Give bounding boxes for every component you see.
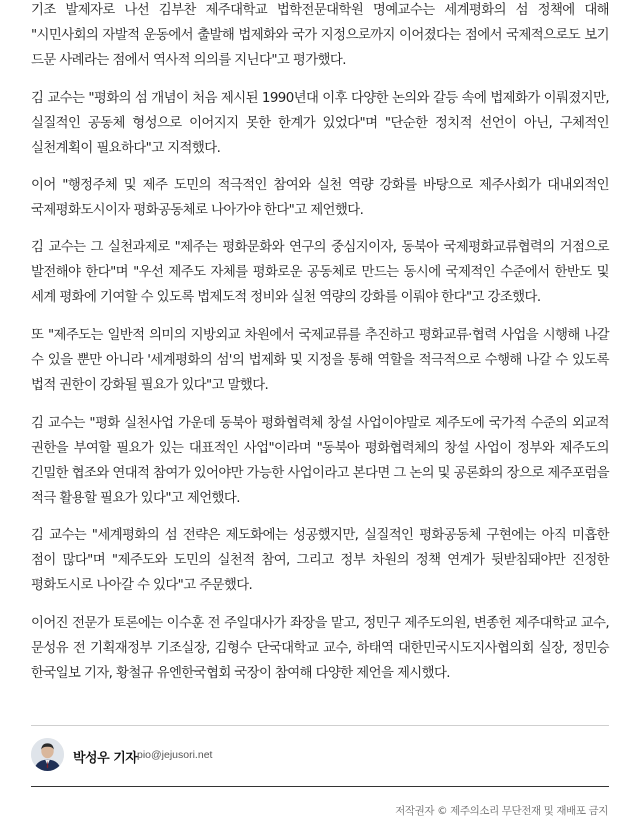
reporter-photo-icon	[31, 738, 64, 771]
reporter-byline	[31, 738, 609, 774]
article-paragraph: 또 "제주도는 일반적 의미의 지방외교 차원에서 국제교류를 추진하고 평화교류·협력 사업을 시행해 나갈 수 있을 뿐만 아니라 '세계평화의 섬'의 법제화 및 지정을 통해 역할을 적극적으로 수행해 나갈 수 있도록 법적 권한이 강화될 필요가 있다"고 말했다.	[31, 328, 609, 393]
reporter-email[interactable]: pio@jejusori.net	[137, 749, 213, 761]
article-paragraph: 이어진 전문가 토론에는 이수훈 전 주일대사가 좌장을 맡고, 정민구 제주도의원, 변종헌 제주대학교 교수, 문성유 전 기획재정부 기조실장, 김형수 단국대학교 교수, 하태역 대한민국시도지사협의회 실장, 정민승 한국일보 기자, 황철규 유엔한국협회 국장이 참여해 다양한 제언을 제시했다.	[31, 616, 609, 681]
article-paragraph: 기조 발제자로 나선 김부찬 제주대학교 법학전문대학원 명예교수는 세계평화의 섬 정책에 대해 "시민사회의 자발적 운동에서 출발해 법제화와 국가 지정으로까지 이어졌다는 점에서 국제적으로도 보기 드문 사례라는 점에서 역사적 의의를 지닌다"고 평가했다.	[31, 3, 609, 68]
article-paragraph: 이어 "행정주체 및 제주 도민의 적극적인 참여와 실천 역량 강화를 바탕으로 제주사회가 대내외적인 국제평화도시이자 평화공동체로 나아가야 한다"고 제언했다.	[31, 178, 609, 218]
footer-divider	[31, 786, 609, 787]
article-paragraph: 김 교수는 "평화의 섬 개념이 처음 제시된 1990년대 이후 다양한 논의와 갈등 속에 법제화가 이뤄졌지만, 실질적인 공동체 형성으로 이어지지 못한 한계가 있었다"며 "단순한 정치적 선언이 아닌, 구체적인 실천계획이 필요하다"고 지적했다.	[31, 91, 609, 156]
byline-divider	[31, 725, 609, 726]
reporter-name[interactable]: 박성우 기자	[73, 751, 138, 766]
article-paragraph: 김 교수는 "세계평화의 섬 전략은 제도화에는 성공했지만, 실질적인 평화공동체 구현에는 아직 미흡한 점이 많다"며 "제주도와 도민의 실천적 참여, 그리고 정부 차원의 정책 연계가 뒷받침돼야만 진정한 평화도시로 나아갈 수 있다"고 주문했다.	[31, 528, 609, 593]
reporter-avatar[interactable]	[31, 738, 64, 771]
article-paragraph: 김 교수는 그 실천과제로 "제주는 평화문화와 연구의 중심지이자, 동북아 국제평화교류협력의 거점으로 발전해야 한다"며 "우선 제주도 자체를 평화로운 공동체로 만드는 동시에 국제적인 수준에서 한반도 및 세계 평화에 기여할 수 있도록 법제도적 정비와 실천 역량의 강화를 이뤄야 한다"고 강조했다.	[31, 240, 609, 305]
article-paragraph: 김 교수는 "평화 실천사업 가운데 동북아 평화협력체 창설 사업이야말로 제주도에 국가적 수준의 외교적 권한을 부여할 필요가 있는 대표적인 사업"이라며 "동북아 평화협력체의 창설 사업이 정부와 제주도의 긴밀한 협조와 연대적 참여가 있어야만 가능한 사업이라고 본다면 그 논의 및 공론화의 장으로 제주포럼을 적극 활용할 필요가 있다"고 제언했다.	[31, 416, 609, 506]
copyright-notice: 저작권자 © 제주의소리 무단전재 및 재배포 금지	[395, 805, 608, 817]
